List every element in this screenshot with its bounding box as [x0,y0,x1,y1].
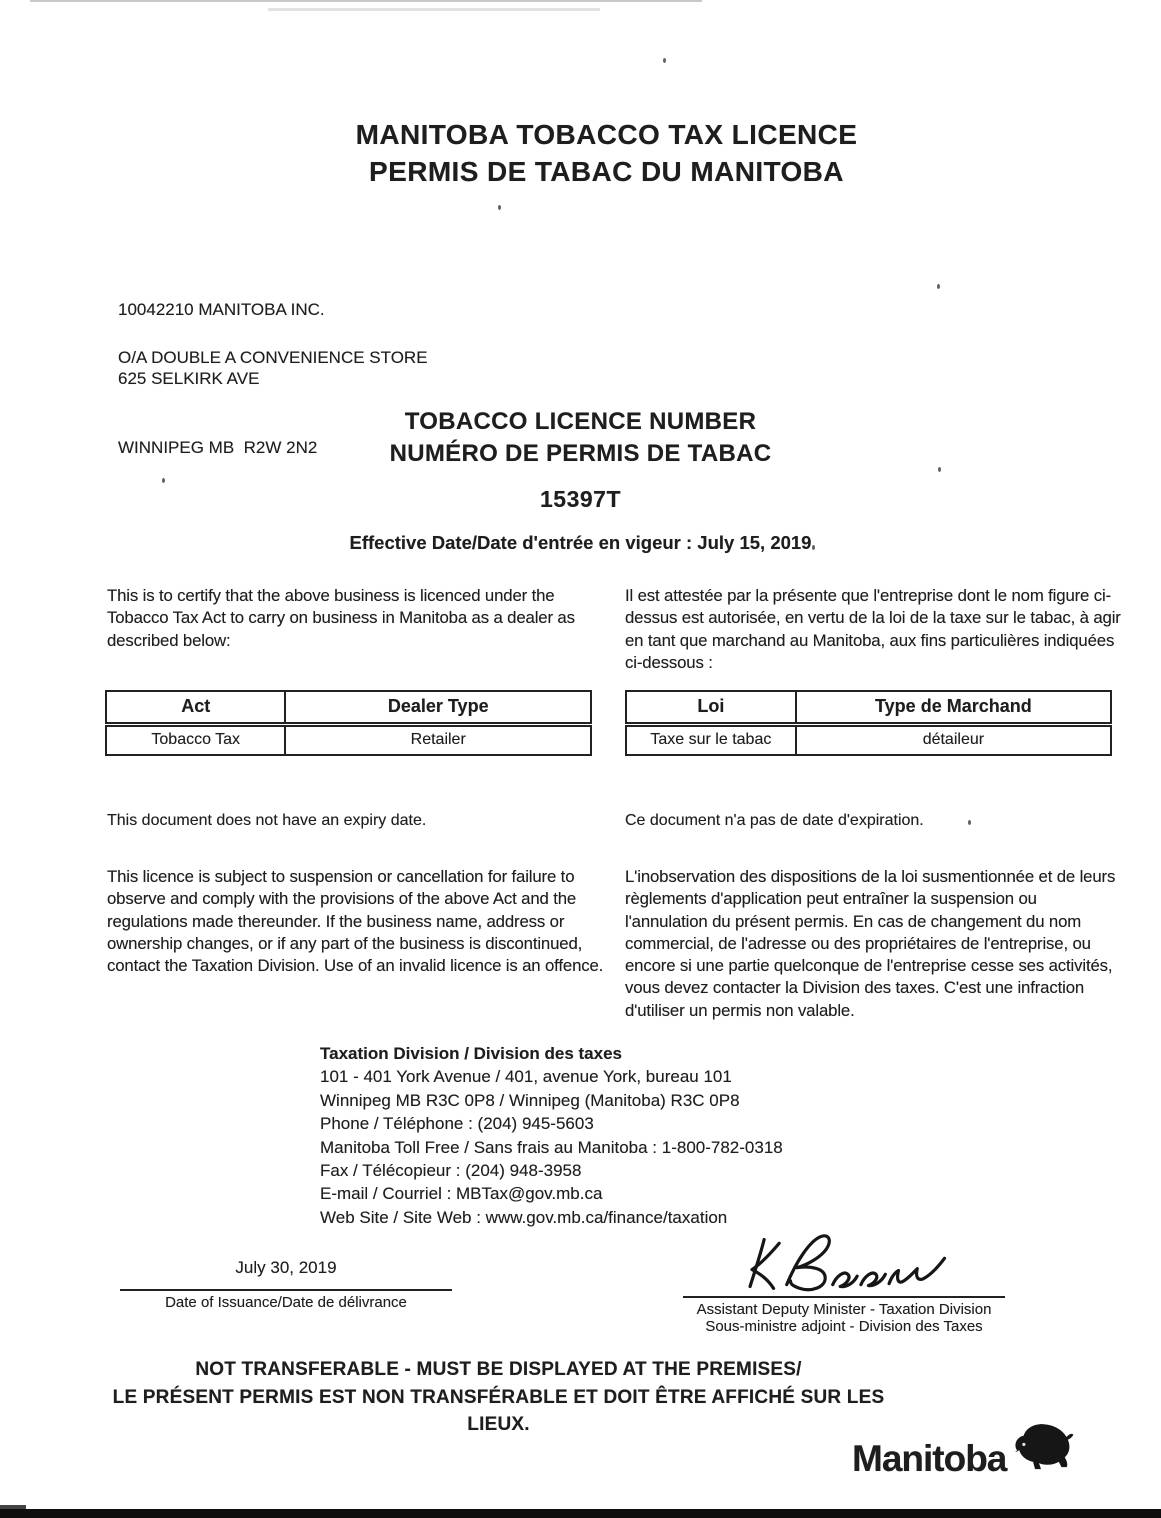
licensee-name: 10042210 MANITOBA INC. [118,300,325,319]
act-dealer-table [105,690,592,756]
conditions-text-english: This licence is subject to suspension or cancellation for failure to observe and comply with the provisions of the above Act and the regulations made thereunder. If the business name, address or ownership changes, or if any part of the business is discontinued, contact the Taxation Division. Use of an invalid licence is an offence. [107,867,604,976]
contact-phone-line: Phone / Téléphone : (204) 945-5603 [320,1114,594,1134]
document-title [26,116,1161,190]
contact-fax-line: Fax / Télécopieur : (204) 948-3958 [320,1161,582,1181]
scan-speck [663,58,666,63]
scan-artifact-top-line [30,0,702,2]
issuance-date-label: Date of Issuance/Date de délivrance [165,1294,407,1311]
contact-website-line: Web Site / Site Web : www.gov.mb.ca/finance/taxation [320,1207,728,1227]
manitoba-wordmark: Manitoba [852,1438,1007,1479]
loi-column-header: Loi [626,691,796,724]
signer-title-english: Assistant Deputy Minister - Taxation Division [696,1301,992,1318]
effective-date-line: Effective Date/Date d'entrée en vigeur : July 15, 2019 [349,532,812,553]
expiry-text-french: Ce document n'a pas de date d'expiration. [625,812,924,829]
expiry-text-english: This document does not have an expiry date. [107,812,427,829]
contact-city-line: Winnipeg MB R3C 0P8 / Winnipeg (Manitoba) R3C 0P8 [320,1090,740,1110]
footer-notice-line3: LIEUX. [467,1414,530,1435]
loi-marchand-table [625,690,1112,756]
signer-block [683,1232,1005,1335]
contact-address-line: 101 - 401 York Avenue / 401, avenue York, bureau 101 [320,1067,732,1087]
issuance-signature-line [120,1289,452,1291]
signature-handwriting [734,1232,954,1294]
contact-email-line: E-mail / Courriel : MBTax@gov.mb.ca [320,1184,603,1204]
document-title-english: MANITOBA TOBACCO TAX LICENCE [355,119,858,150]
document-title-french: PERMIS DE TABAC DU MANITOBA [369,156,844,187]
type-marchand-column-header: Type de Marchand [796,691,1111,724]
contact-title: Taxation Division / Division des taxes [320,1044,622,1063]
type-marchand-value-cell: détaileur [796,724,1111,755]
licensee-city-postal: WINNIPEG MB R2W 2N2 [118,438,318,457]
dealer-type-value-cell: Retailer [285,724,591,755]
loi-value-cell: Taxe sur le tabac [626,724,796,755]
issuance-date: July 30, 2019 [235,1258,337,1277]
contact-tollfree-line: Manitoba Toll Free / Sans frais au Manitoba : 1-800-782-0318 [320,1137,783,1157]
scan-speck [498,205,501,210]
licence-number-section [0,406,1161,513]
signer-signature-line [683,1296,1005,1298]
licence-number-heading-fr: NUMÉRO DE PERMIS DE TABAC [389,440,772,467]
table-row [106,724,591,755]
dealer-type-column-header: Dealer Type [285,691,591,724]
certification-text-english: This is to certify that the above business is licenced under the Tobacco Tax Act to carry on business in Manitoba as a dealer as described below: [107,586,575,650]
footer-notice-line2: LE PRÉSENT PERMIS EST NON TRANSFÉRABLE ET DOIT ÊTRE AFFICHÉ SUR LES [112,1386,885,1408]
signer-title-french: Sous-ministre adjoint - Division des Taxes [705,1318,983,1335]
manitoba-logo [852,1420,1074,1480]
act-value-cell: Tobacco Tax [106,724,285,755]
licence-number-value: 15397T [539,486,621,512]
licensee-street: 625 SELKIRK AVE [118,369,260,388]
manitoba-bison-logo-icon [1008,1420,1074,1476]
table-row [626,724,1111,755]
act-column-header: Act [106,691,285,724]
scan-speck [937,284,940,289]
taxation-division-contact-block [320,1042,783,1229]
operating-as-name: O/A DOUBLE A CONVENIENCE STORE [118,348,428,367]
scan-artifact-smudge [268,8,600,11]
footer-notice-line1: NOT TRANSFERABLE - MUST BE DISPLAYED AT THE PREMISES/ [195,1359,802,1380]
conditions-text-french: L'inobservation des dispositions de la loi susmentionnée et de leurs règlements d'application peut entraîner la suspension ou l'annulation du présent permis. En cas de changement du nom commercial, de l'adresse ou des propriétaires de l'entreprise, ou encore si une partie quelconque de l'entreprise cesse ses activités, vous devez contacter la Division des taxes. C'est une infraction d'utiliser un permis non valable. [625,867,1116,1020]
scan-artifact-bottom-bar [0,1509,1161,1518]
certification-text-french: Il est attestée par la présente que l'entreprise dont le nom figure ci-dessus est autorisée, en vertu de la loi de la taxe sur le tabac, à agir en tant que marchand au Manitoba, aux fins particulières indiquées ci-dessous : [625,586,1121,672]
issuance-date-block [120,1232,452,1311]
licence-number-heading-en: TOBACCO LICENCE NUMBER [404,408,757,435]
